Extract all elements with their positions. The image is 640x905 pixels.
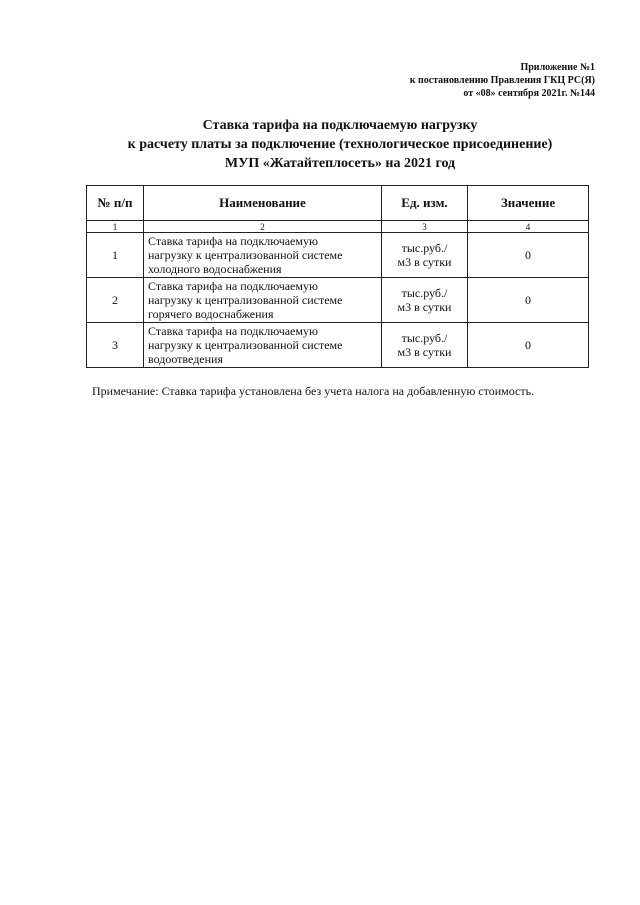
table-row [87,278,589,323]
row-number: 3 [87,323,144,368]
title-line-3: МУП «Жатайтеплосеть» на 2021 год [224,156,456,171]
appendix-header [275,61,595,100]
row-unit-line: тыс.руб./ [401,241,448,255]
row-unit-line: м3 в сутки [397,255,452,269]
title-line-1: Ставка тарифа на подключаемую нагрузку [202,118,478,133]
row-name-line: холодного водоснабжения [148,262,282,276]
row-name-line: горячего водоснабжения [148,307,274,321]
row-name [144,323,382,368]
header-value: Значение [468,186,589,221]
column-number: 4 [468,221,589,233]
row-name-line: Ставка тарифа на подключаемую [148,279,318,293]
table-row [87,323,589,368]
row-number: 1 [87,233,144,278]
row-name-line: нагрузку к централизованной системе [148,293,343,307]
header-number: № п/п [87,186,144,221]
row-unit-line: тыс.руб./ [401,331,448,345]
note-text: Примечание: Ставка тарифа установлена без учета налога на добавленную стоимость. [92,384,535,398]
column-number: 2 [144,221,382,233]
row-name [144,233,382,278]
column-number: 1 [87,221,144,233]
row-name-line: нагрузку к централизованной системе [148,338,343,352]
column-number-row [87,221,589,233]
row-value: 0 [468,278,589,323]
appendix-line-1: Приложение №1 [520,62,595,73]
table-row [87,233,589,278]
appendix-line-3: от «08» сентября 2021г. №144 [463,88,595,99]
row-unit-line: тыс.руб./ [401,286,448,300]
title-line-2: к расчету платы за подключение (технологическое присоединение) [127,137,553,152]
row-unit [382,278,468,323]
appendix-line-2: к постановлению Правления ГКЦ РС(Я) [409,75,595,86]
row-unit-line: м3 в сутки [397,300,452,314]
row-unit [382,323,468,368]
row-value: 0 [468,323,589,368]
row-value: 0 [468,233,589,278]
row-name-line: Ставка тарифа на подключаемую [148,234,318,248]
header-name: Наименование [144,186,382,221]
row-number: 2 [87,278,144,323]
row-unit [382,233,468,278]
header-unit: Ед. изм. [382,186,468,221]
row-name-line: Ставка тарифа на подключаемую [148,324,318,338]
row-name-line: водоотведения [148,352,223,366]
document-title [60,116,620,173]
tariff-table [86,185,589,368]
row-unit-line: м3 в сутки [397,345,452,359]
table-header-row [87,186,589,221]
row-name [144,278,382,323]
column-number: 3 [382,221,468,233]
row-name-line: нагрузку к централизованной системе [148,248,343,262]
